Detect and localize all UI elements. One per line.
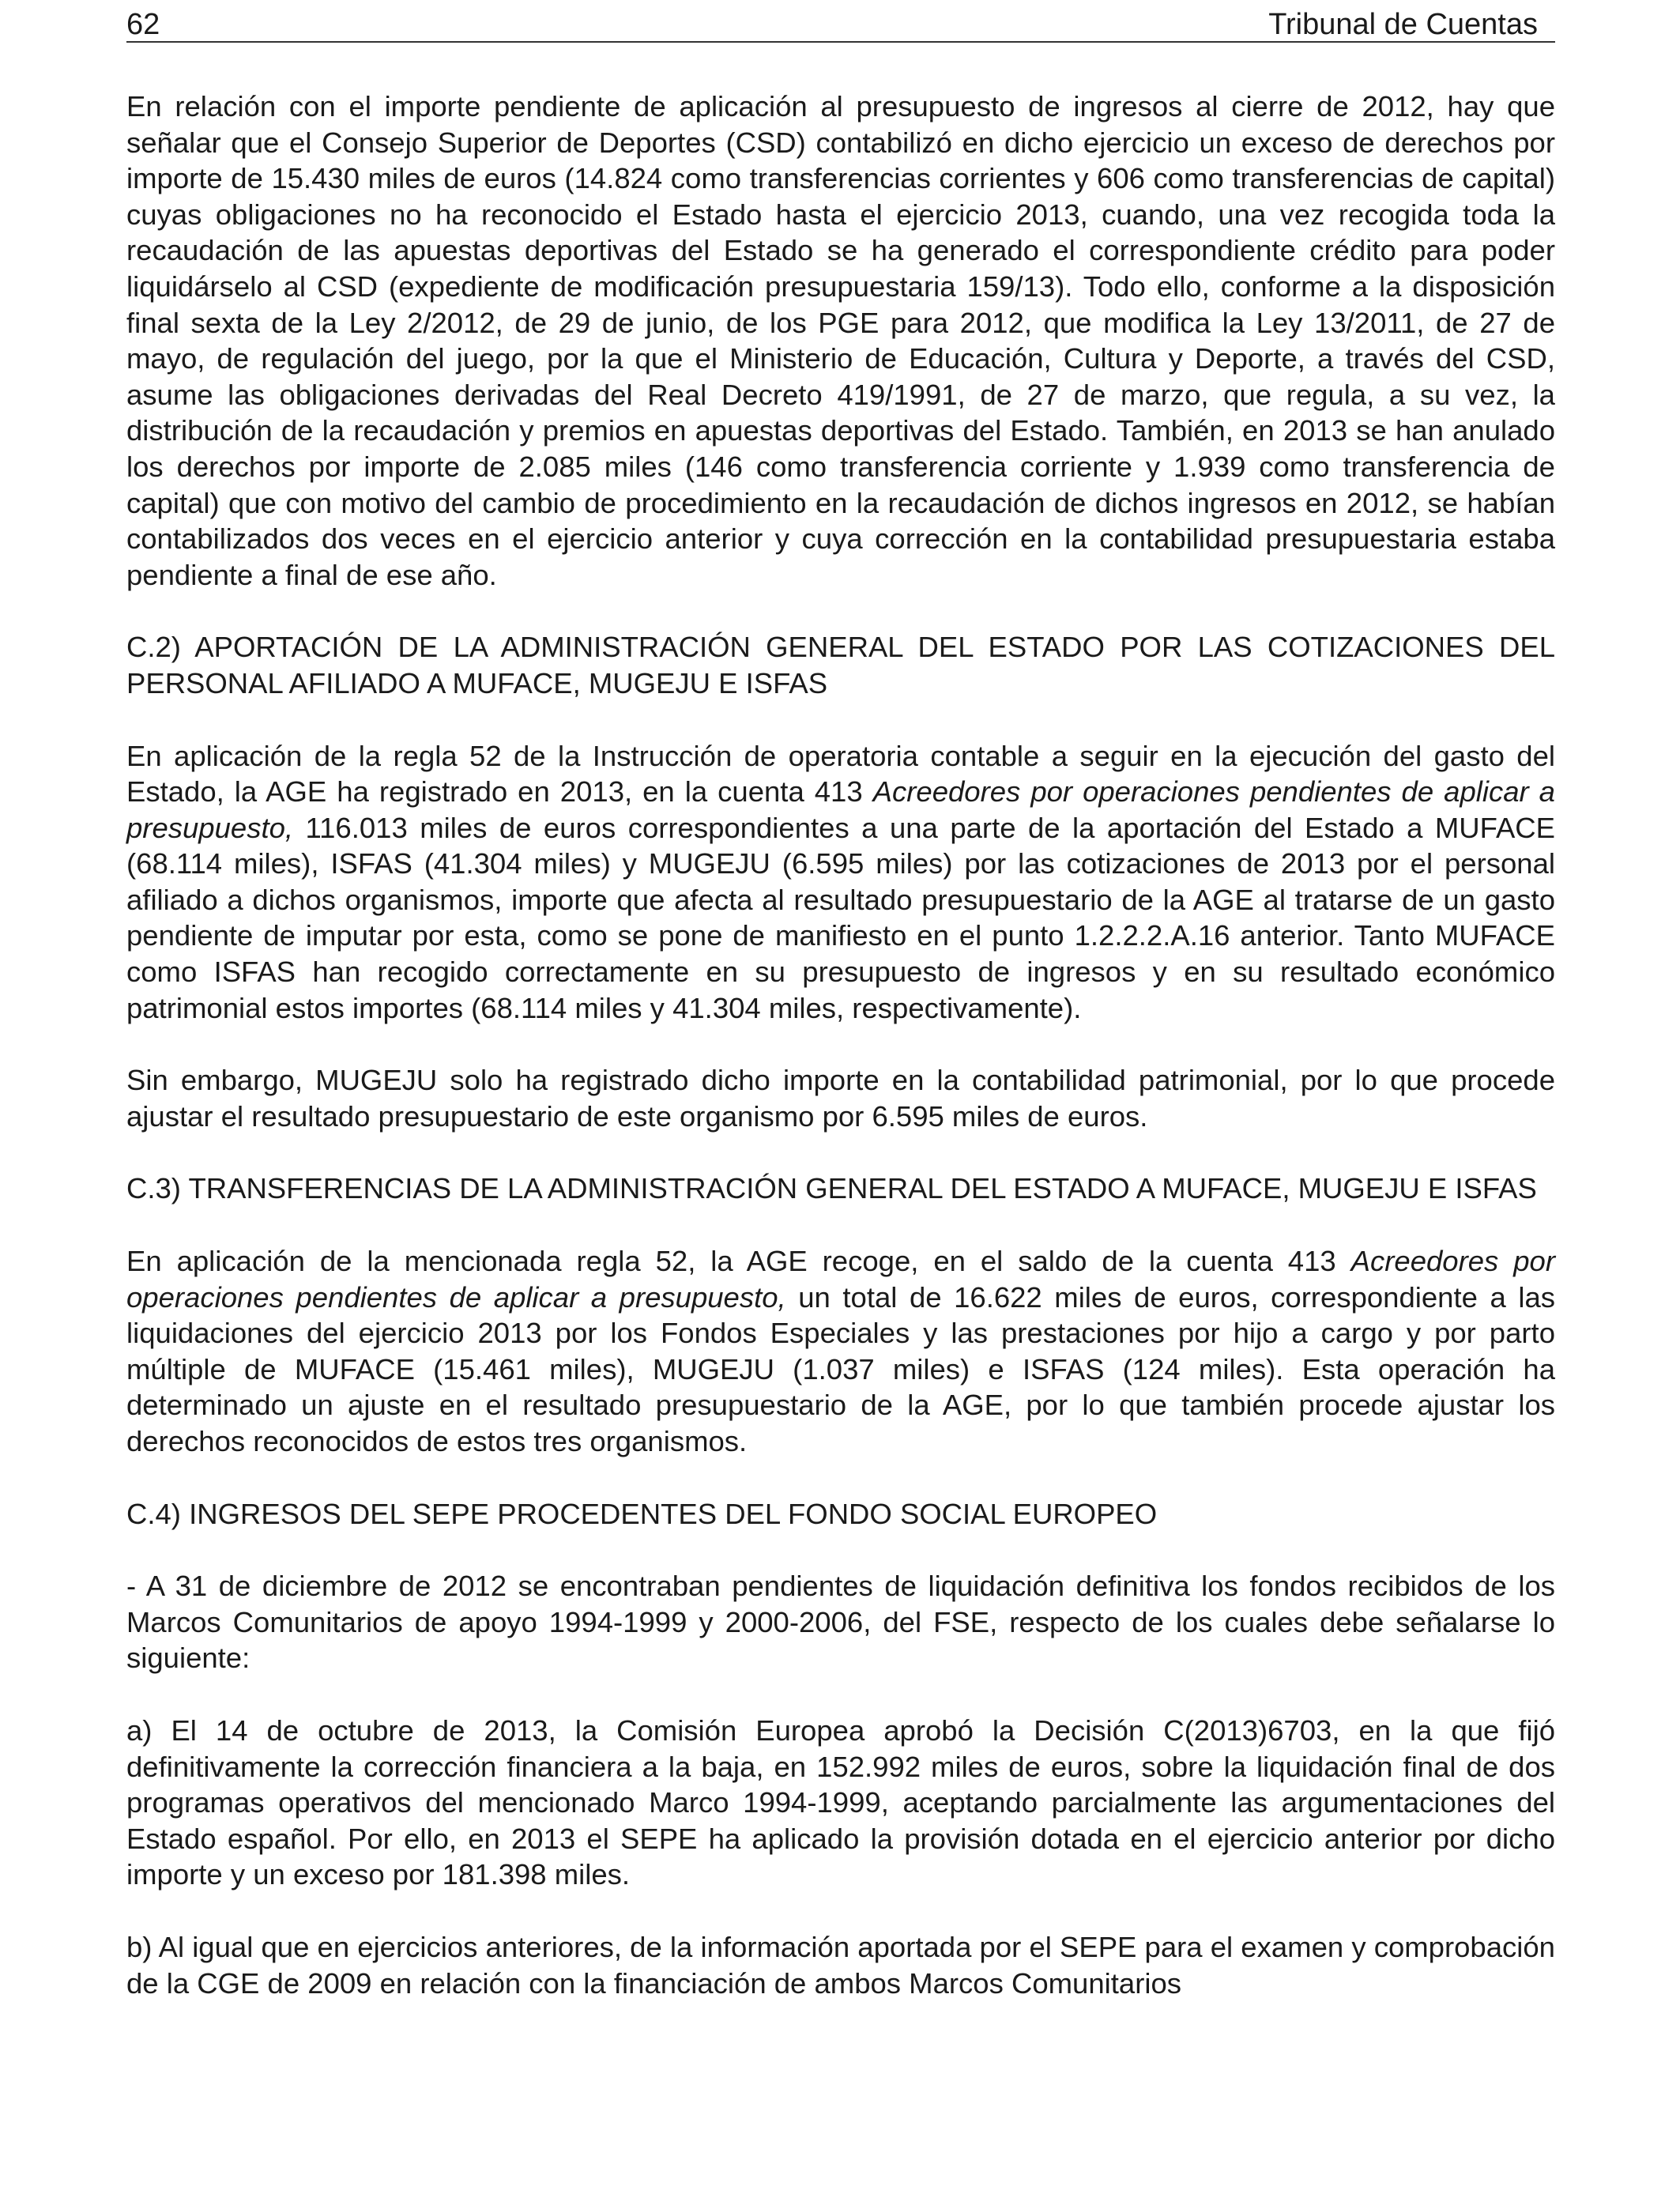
paragraph-mugeju-ajuste: Sin embargo, MUGEJU solo ha registrado dicho importe en la contabilidad patrimonial, por lo que procede ajustar el resultado presupuestario de este organismo por 6.595 miles de euros. <box>126 1064 1555 1133</box>
section-heading-c4: C.4) INGRESOS DEL SEPE PROCEDENTES DEL FONDO SOCIAL EUROPEO <box>126 1497 1158 1530</box>
paragraph-item-a: a) El 14 de octubre de 2013, la Comisión Europea aprobó la Decisión C(2013)6703, en la que fijó definitivamente la corrección financiera a la baja, en 152.992 miles de euros, sobre la liquidación final de dos programas operativos del mencionado Marco 1994-1999, aceptando parcialmente las argumentaciones del Estado español. Por ello, en 2013 el SEPE ha aplicado la provisión dotada en el ejercicio anterior por dicho importe y un exceso por 181.398 miles. <box>126 1713 1555 1891</box>
paragraph-aportacion-age <box>126 738 1555 1027</box>
paragraph-csd-ingresos: En relación con el importe pendiente de aplicación al presupuesto de ingresos al cierre de 2012, hay que señalar que el Consejo Superior de Deportes (CSD) contabilizó en dicho ejercicio un exceso de derechos por importe de 15.430 miles de euros (14.824 como transferencias corrientes y 606 como transferencias de capital) cuyas obligaciones no ha reconocido el Estado hasta el ejercicio 2013, cuando, una vez recogida toda la recaudación de las apuestas deportivas del Estado se ha generado el correspondiente crédito para poder liquidárselo al CSD (expediente de modificación presupuestaria 159/13). Todo ello, conforme a la disposición final sexta de la Ley 2/2012, de 29 de junio, de los PGE para 2012, que modifica la Ley 13/2011, de 27 de mayo, de regulación del juego, por la que el Ministerio de Educación, Cultura y Deporte, a través del CSD, asume las obligaciones derivadas del Real Decreto 419/1991, de 27 de marzo, que regula, a su vez, la distribución de la recaudación y premios en apuestas deportivas del Estado. También, en 2013 se han anulado los derechos por importe de 2.085 miles (146 como transferencia corriente y 1.939 como transferencia de capital) que con motivo del cambio de procedimiento en la recaudación de dichos ingresos en 2012, se habían contabilizados dos veces en el ejercicio anterior y cuya corrección en la contabilidad presupuestaria estaba pendiente a final de ese año. <box>126 90 1555 591</box>
paragraph-fse-pendientes: - A 31 de diciembre de 2012 se encontraban pendientes de liquidación definitiva los fondos recibidos de los Marcos Comunitarios de apoyo 1994-1999 y 2000-2006, del FSE, respecto de los cuales debe señalarse lo siguiente: <box>126 1570 1555 1675</box>
section-title-c3: TRANSFERENCIAS DE LA ADMINISTRACIÓN GENERAL DEL ESTADO A MUFACE, MUGEJU E ISFAS <box>188 1172 1537 1205</box>
account-name-italic: Acreedores por operaciones pendientes de aplicar a presupuesto, <box>126 775 1555 844</box>
running-title: Tribunal de Cuentas <box>1268 8 1538 41</box>
page-number: 62 <box>126 8 160 41</box>
section-heading-c2 <box>126 629 1555 701</box>
paragraph-transferencias-part-a: En aplicación de la mencionada regla 52, la AGE recoge, en el saldo de la cuenta 413 <box>126 1245 1351 1278</box>
page-header <box>126 5 1555 43</box>
paragraph-transferencias <box>126 1243 1555 1460</box>
paragraph-aportacion-part-b: 116.013 miles de euros correspondientes a una parte de la aportación del Estado a MUFACE (68.114 miles), ISFAS (41.304 miles) y MUGEJU (6.595 miles) por las cotizaciones de 2013 por el personal afiliado a dichos organismos, importe que afecta al resultado presupuestario de la AGE al tratarse de un gasto pendiente de imputar por esta, como se pone de manifiesto en el punto 1.2.2.2.A.16 anterior. Tanto MUFACE como ISFAS han recogido correctamente en su presupuesto de ingresos y en su resultado económico patrimonial estos importes (68.114 miles y 41.304 miles, respectivamente). <box>126 811 1555 1024</box>
paragraph-transferencias-part-b: un total de 16.622 miles de euros, correspondiente a las liquidaciones del ejercicio 2013 por los Fondos Especiales y las prestaciones por hijo a cargo y por parto múltiple de MUFACE (15.461 miles), MUGEJU (1.037 miles) e ISFAS (124 miles). Esta operación ha determinado un ajuste en el resultado presupuestario de la AGE, por lo que también procede ajustar los derechos reconocidos de estos tres organismos. <box>126 1280 1555 1457</box>
section-code-c3: C.3) <box>126 1172 181 1205</box>
section-heading-c3 <box>126 1171 1555 1207</box>
document-body <box>126 89 1555 2001</box>
section-code-c2: C.2) <box>126 631 181 664</box>
account-name-italic: Acreedores por operaciones pendientes de aplicar a presupuesto, <box>126 1245 1555 1314</box>
paragraph-item-b: b) Al igual que en ejercicios anteriores, de la información aportada por el SEPE para el examen y comprobación de la CGE de 2009 en relación con la financiación de ambos Marcos Comunitarios <box>126 1930 1555 2000</box>
paragraph-aportacion-part-a: En aplicación de la regla 52 de la Instrucción de operatoria contable a seguir en la ejecución del gasto del Estado, la AGE ha registrado en 2013, en la cuenta 413 <box>126 739 1555 809</box>
section-title-c2: APORTACIÓN DE LA ADMINISTRACIÓN GENERAL DEL ESTADO POR LAS COTIZACIONES DEL PERSONAL AFILIADO A MUFACE, MUGEJU E ISFAS <box>126 631 1555 699</box>
